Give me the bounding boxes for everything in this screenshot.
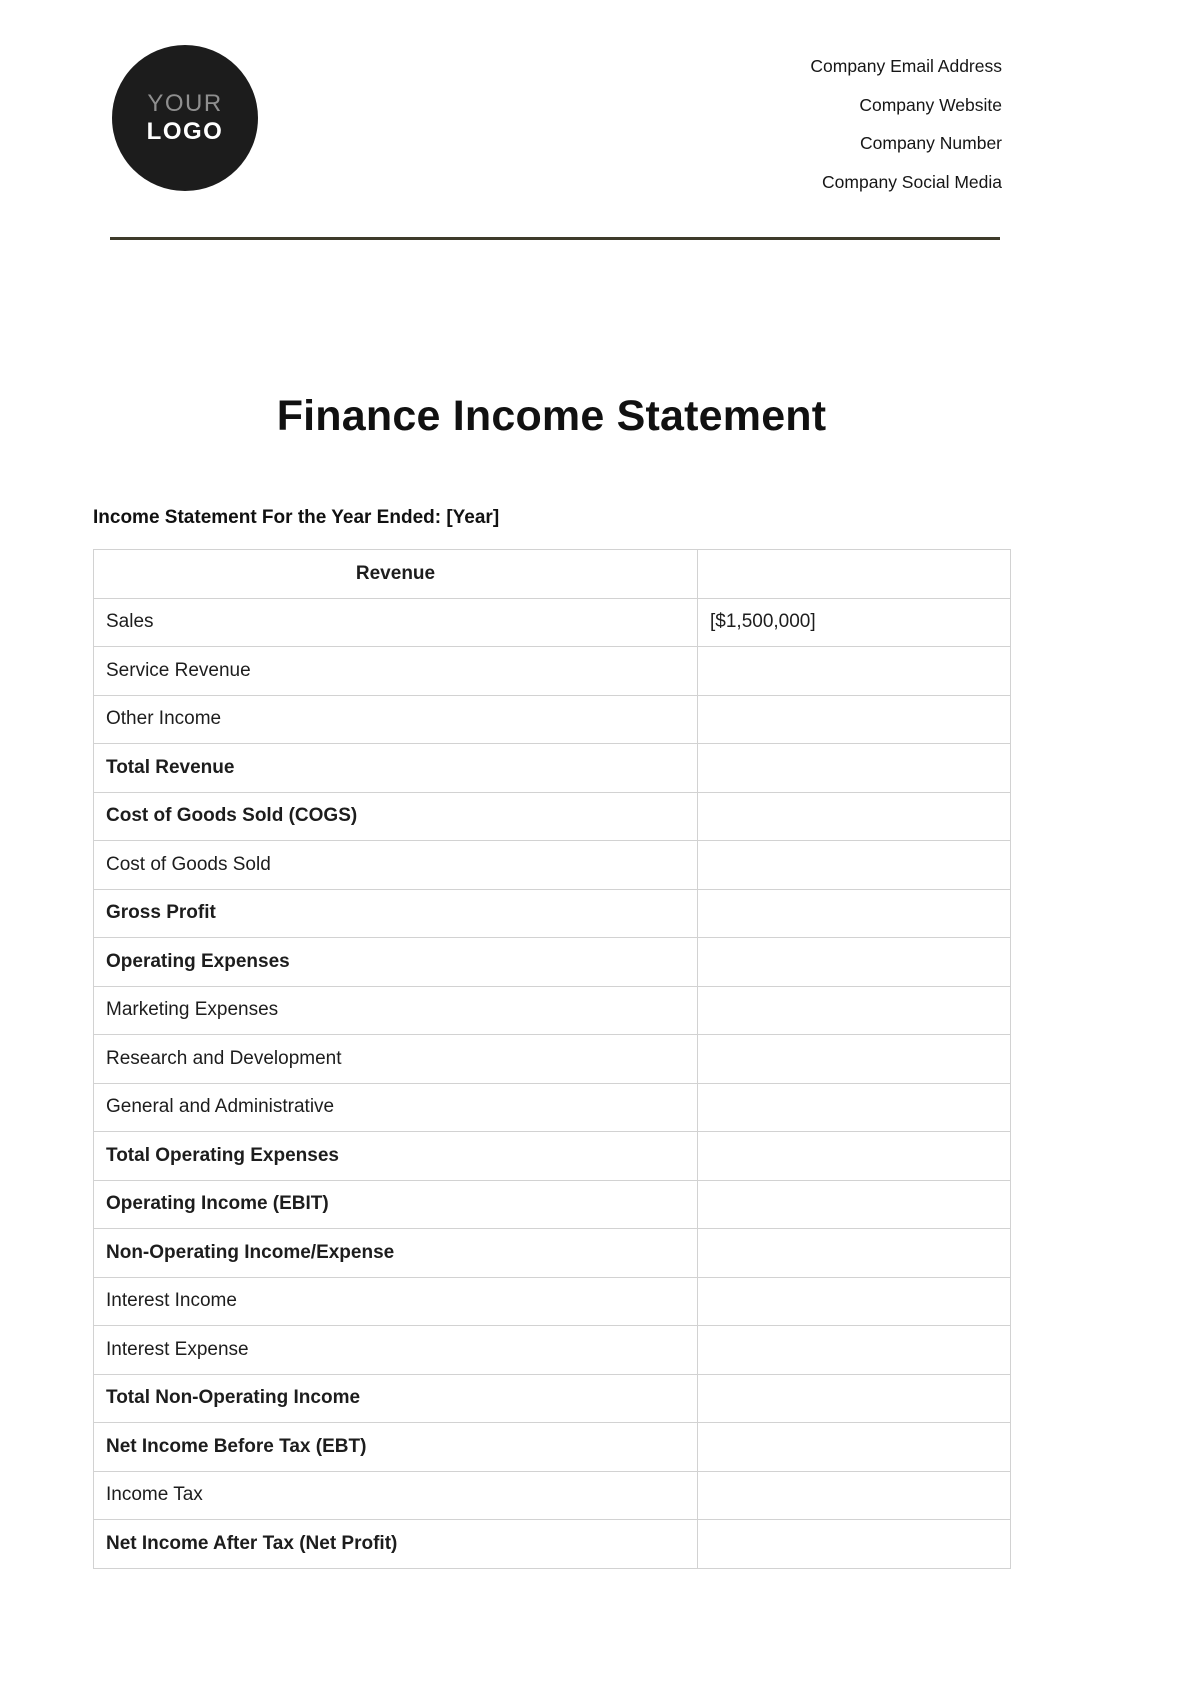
row-label: Total Revenue bbox=[94, 744, 698, 793]
row-label: Other Income bbox=[94, 695, 698, 744]
table-row bbox=[94, 647, 1011, 696]
logo-text-logo: LOGO bbox=[146, 118, 224, 145]
row-label: Operating Expenses bbox=[94, 938, 698, 987]
table-row bbox=[94, 1374, 1011, 1423]
table-row bbox=[94, 792, 1011, 841]
row-label: Non-Operating Income/Expense bbox=[94, 1229, 698, 1278]
row-value bbox=[698, 1374, 1011, 1423]
company-logo bbox=[112, 45, 258, 191]
table-row bbox=[94, 889, 1011, 938]
table-row bbox=[94, 841, 1011, 890]
row-value bbox=[698, 1520, 1011, 1569]
table-header-row bbox=[94, 550, 1011, 599]
row-label: Marketing Expenses bbox=[94, 986, 698, 1035]
income-table-body bbox=[94, 598, 1011, 1568]
row-label: Total Non-Operating Income bbox=[94, 1374, 698, 1423]
row-value bbox=[698, 1180, 1011, 1229]
table-header-value-cell bbox=[698, 550, 1011, 599]
row-label: Research and Development bbox=[94, 1035, 698, 1084]
document-header bbox=[0, 0, 1200, 201]
company-email-address: Company Email Address bbox=[810, 56, 1002, 76]
table-row bbox=[94, 938, 1011, 987]
row-label: Interest Expense bbox=[94, 1326, 698, 1375]
row-value bbox=[698, 1229, 1011, 1278]
row-value bbox=[698, 1277, 1011, 1326]
statement-subtitle: Income Statement For the Year Ended: [Year] bbox=[93, 507, 500, 528]
table-row bbox=[94, 744, 1011, 793]
table-row bbox=[94, 1471, 1011, 1520]
row-value bbox=[698, 1035, 1011, 1084]
table-row bbox=[94, 986, 1011, 1035]
table-row bbox=[94, 1277, 1011, 1326]
row-label: Service Revenue bbox=[94, 647, 698, 696]
table-row bbox=[94, 1035, 1011, 1084]
row-label: Cost of Goods Sold (COGS) bbox=[94, 792, 698, 841]
income-table-head bbox=[94, 550, 1011, 599]
row-value bbox=[698, 1132, 1011, 1181]
row-value bbox=[698, 986, 1011, 1035]
row-label: Income Tax bbox=[94, 1471, 698, 1520]
row-value bbox=[698, 792, 1011, 841]
row-value bbox=[698, 1083, 1011, 1132]
table-row bbox=[94, 1180, 1011, 1229]
row-value bbox=[698, 744, 1011, 793]
row-label: Sales bbox=[94, 598, 698, 647]
row-label: Net Income After Tax (Net Profit) bbox=[94, 1520, 698, 1569]
row-value bbox=[698, 647, 1011, 696]
table-row bbox=[94, 1132, 1011, 1181]
row-label: Operating Income (EBIT) bbox=[94, 1180, 698, 1229]
document-title: Finance Income Statement bbox=[276, 392, 827, 440]
row-value bbox=[698, 1471, 1011, 1520]
table-row bbox=[94, 695, 1011, 744]
row-label: Net Income Before Tax (EBT) bbox=[94, 1423, 698, 1472]
table-row bbox=[94, 1423, 1011, 1472]
company-website: Company Website bbox=[859, 94, 1002, 115]
row-value bbox=[698, 1326, 1011, 1375]
row-label: Total Operating Expenses bbox=[94, 1132, 698, 1181]
income-statement-table bbox=[93, 549, 1011, 1569]
company-number: Company Number bbox=[860, 133, 1002, 153]
row-label: Cost of Goods Sold bbox=[94, 841, 698, 890]
row-value bbox=[698, 841, 1011, 890]
header-divider bbox=[110, 237, 1000, 240]
row-value: [$1,500,000] bbox=[698, 598, 1011, 647]
row-value bbox=[698, 889, 1011, 938]
table-row bbox=[94, 1520, 1011, 1569]
row-value bbox=[698, 695, 1011, 744]
table-row bbox=[94, 1326, 1011, 1375]
row-value bbox=[698, 1423, 1011, 1472]
table-row bbox=[94, 598, 1011, 647]
table-header-revenue: Revenue bbox=[94, 550, 698, 599]
table-row bbox=[94, 1229, 1011, 1278]
row-label: General and Administrative bbox=[94, 1083, 698, 1132]
row-value bbox=[698, 938, 1011, 987]
table-row bbox=[94, 1083, 1011, 1132]
company-social-media: Company Social Media bbox=[822, 171, 1002, 192]
company-contact-block bbox=[810, 47, 1002, 201]
row-label: Interest Income bbox=[94, 1277, 698, 1326]
logo-text-your: YOUR bbox=[147, 90, 223, 118]
row-label: Gross Profit bbox=[94, 889, 698, 938]
